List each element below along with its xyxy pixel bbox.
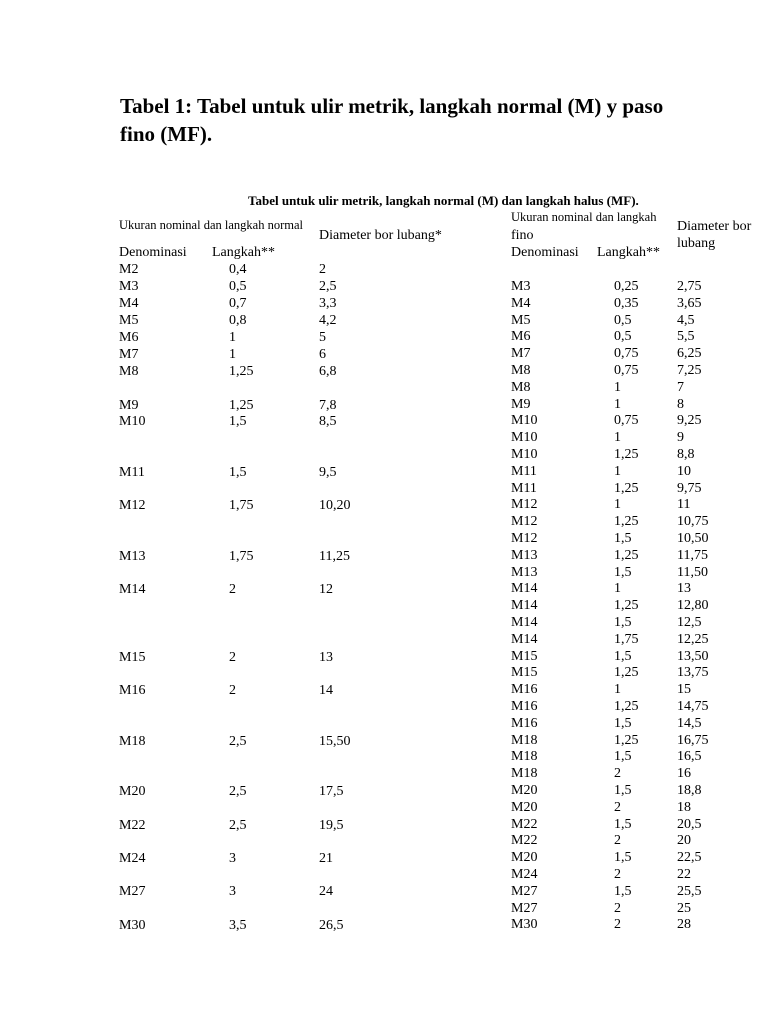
right-diameter-cell: 13,75: [677, 665, 709, 680]
right-denominasi-cell: M14: [511, 615, 538, 630]
page-title: Tabel 1: Tabel untuk ulir metrik, langkah normal (M) y paso fino (MF).: [120, 94, 664, 146]
right-diameter-cell: 25: [677, 901, 691, 916]
left-langkah-cell: 1,25: [229, 398, 254, 413]
right-diameter-cell: 20,5: [677, 817, 702, 832]
left-langkah-cell: 1,75: [229, 549, 254, 564]
right-langkah-cell: 1,25: [614, 665, 639, 680]
right-denominasi-cell: M18: [511, 749, 538, 764]
right-diameter-cell: 16,75: [677, 733, 709, 748]
left-langkah-cell: 2,5: [229, 818, 247, 833]
left-langkah-cell: 1: [229, 330, 236, 345]
right-group-header-line2: fino: [511, 228, 534, 243]
right-langkah-cell: 1,25: [614, 514, 639, 529]
left-langkah-cell: 2: [229, 650, 236, 665]
right-denominasi-cell: M12: [511, 514, 538, 529]
left-denominasi-cell: M6: [119, 330, 139, 345]
right-diameter-cell: 28: [677, 917, 691, 932]
right-diameter-cell: 10,75: [677, 514, 709, 529]
right-denominasi-cell: M30: [511, 917, 538, 932]
right-diameter-cell: 8: [677, 397, 684, 412]
right-langkah-cell: 1: [614, 682, 621, 697]
right-diameter-cell: 13: [677, 581, 691, 596]
right-denominasi-cell: M10: [511, 430, 538, 445]
left-denominasi-cell: M20: [119, 784, 146, 799]
right-diameter-cell: 18,8: [677, 783, 702, 798]
right-denominasi-cell: M22: [511, 833, 538, 848]
left-diameter-cell: 19,5: [319, 818, 344, 833]
right-denominasi-cell: M11: [511, 481, 537, 496]
right-col-diameter-header-line2: lubang: [677, 236, 716, 251]
left-denominasi-cell: M18: [119, 734, 146, 749]
right-diameter-cell: 16,5: [677, 749, 702, 764]
left-langkah-cell: 0,5: [229, 279, 247, 294]
table-title: Tabel untuk ulir metrik, langkah normal (M) dan langkah halus (MF).: [248, 193, 639, 208]
right-langkah-cell: 1,25: [614, 481, 639, 496]
left-denominasi-cell: M13: [119, 549, 146, 564]
right-denominasi-cell: M6: [511, 329, 531, 344]
left-diameter-cell: 17,5: [319, 784, 344, 799]
right-denominasi-cell: M14: [511, 598, 538, 613]
right-langkah-cell: 2: [614, 867, 621, 882]
left-col-denominasi-header: Denominasi: [119, 245, 187, 260]
left-diameter-cell: 4,2: [319, 313, 337, 328]
right-langkah-cell: 0,75: [614, 363, 639, 378]
right-langkah-cell: 1,25: [614, 447, 639, 462]
right-diameter-cell: 14,5: [677, 716, 702, 731]
right-langkah-cell: 0,5: [614, 329, 632, 344]
right-langkah-cell: 0,25: [614, 279, 639, 294]
right-diameter-cell: 7,25: [677, 363, 702, 378]
left-group-header: Ukuran nominal dan langkah normal: [119, 218, 303, 232]
right-langkah-cell: 1,5: [614, 716, 632, 731]
right-diameter-cell: 13,50: [677, 649, 709, 664]
left-langkah-cell: 1: [229, 347, 236, 362]
right-langkah-cell: 2: [614, 901, 621, 916]
left-denominasi-cell: M14: [119, 582, 146, 597]
left-diameter-cell: 2: [319, 262, 326, 277]
right-langkah-cell: 1,5: [614, 565, 632, 580]
right-diameter-cell: 9: [677, 430, 684, 445]
right-diameter-cell: 25,5: [677, 884, 702, 899]
right-denominasi-cell: M18: [511, 733, 538, 748]
right-denominasi-cell: M15: [511, 649, 538, 664]
right-diameter-cell: 9,25: [677, 413, 702, 428]
left-diameter-cell: 6,8: [319, 364, 337, 379]
right-denominasi-cell: M5: [511, 313, 531, 328]
right-langkah-cell: 1: [614, 430, 621, 445]
right-denominasi-cell: M9: [511, 397, 531, 412]
right-langkah-cell: 1,5: [614, 884, 632, 899]
right-diameter-cell: 2,75: [677, 279, 702, 294]
right-diameter-cell: 15: [677, 682, 691, 697]
right-diameter-cell: 11,50: [677, 565, 708, 580]
left-diameter-cell: 21: [319, 851, 333, 866]
left-denominasi-cell: M4: [119, 296, 139, 311]
left-diameter-cell: 5: [319, 330, 326, 345]
right-col-diameter-header-line1: Diameter bor: [677, 219, 752, 234]
left-denominasi-cell: M5: [119, 313, 139, 328]
right-langkah-cell: 0,35: [614, 296, 639, 311]
right-diameter-cell: 22,5: [677, 850, 702, 865]
right-langkah-cell: 1: [614, 581, 621, 596]
right-denominasi-cell: M24: [511, 867, 538, 882]
right-langkah-cell: 1,5: [614, 817, 632, 832]
right-denominasi-cell: M16: [511, 682, 538, 697]
left-langkah-cell: 1,75: [229, 498, 254, 513]
right-diameter-cell: 9,75: [677, 481, 702, 496]
left-denominasi-cell: M8: [119, 364, 139, 379]
right-langkah-cell: 1: [614, 464, 621, 479]
left-denominasi-cell: M11: [119, 465, 145, 480]
right-langkah-cell: 1: [614, 380, 621, 395]
right-denominasi-cell: M13: [511, 565, 538, 580]
right-denominasi-cell: M27: [511, 901, 538, 916]
right-langkah-cell: 1,5: [614, 749, 632, 764]
right-denominasi-cell: M16: [511, 716, 538, 731]
right-denominasi-cell: M27: [511, 884, 538, 899]
right-langkah-cell: 1,5: [614, 531, 632, 546]
left-denominasi-cell: M3: [119, 279, 139, 294]
left-diameter-cell: 10,20: [319, 498, 351, 513]
right-diameter-cell: 14,75: [677, 699, 709, 714]
left-denominasi-cell: M30: [119, 918, 146, 933]
right-langkah-cell: 1,75: [614, 632, 639, 647]
right-denominasi-cell: M16: [511, 699, 538, 714]
left-denominasi-cell: M22: [119, 818, 146, 833]
right-langkah-cell: 2: [614, 833, 621, 848]
left-langkah-cell: 0,8: [229, 313, 247, 328]
left-diameter-cell: 15,50: [319, 734, 351, 749]
left-diameter-cell: 7,8: [319, 398, 337, 413]
right-diameter-cell: 12,5: [677, 615, 702, 630]
left-langkah-cell: 2,5: [229, 784, 247, 799]
right-denominasi-cell: M14: [511, 632, 538, 647]
left-denominasi-cell: M12: [119, 498, 146, 513]
right-col-langkah-header: Langkah**: [597, 245, 660, 260]
right-denominasi-cell: M11: [511, 464, 537, 479]
right-diameter-cell: 11,75: [677, 548, 708, 563]
right-langkah-cell: 0,75: [614, 346, 639, 361]
right-langkah-cell: 1: [614, 397, 621, 412]
left-diameter-cell: 14: [319, 683, 333, 698]
left-diameter-cell: 6: [319, 347, 326, 362]
left-denominasi-cell: M16: [119, 683, 146, 698]
right-denominasi-cell: M8: [511, 380, 531, 395]
right-col-denominasi-header: Denominasi: [511, 245, 579, 260]
right-langkah-cell: 1,25: [614, 733, 639, 748]
right-langkah-cell: 1,25: [614, 598, 639, 613]
right-langkah-cell: 1,25: [614, 548, 639, 563]
right-denominasi-cell: M22: [511, 817, 538, 832]
right-denominasi-cell: M18: [511, 766, 538, 781]
right-diameter-cell: 10,50: [677, 531, 709, 546]
left-denominasi-cell: M2: [119, 262, 139, 277]
right-denominasi-cell: M10: [511, 447, 538, 462]
right-langkah-cell: 1,5: [614, 615, 632, 630]
right-diameter-cell: 12,80: [677, 598, 709, 613]
left-denominasi-cell: M7: [119, 347, 139, 362]
left-diameter-cell: 24: [319, 884, 333, 899]
right-denominasi-cell: M20: [511, 783, 538, 798]
right-langkah-cell: 2: [614, 766, 621, 781]
right-diameter-cell: 5,5: [677, 329, 695, 344]
right-denominasi-cell: M14: [511, 581, 538, 596]
left-diameter-cell: 12: [319, 582, 333, 597]
left-denominasi-cell: M27: [119, 884, 146, 899]
right-diameter-cell: 6,25: [677, 346, 702, 361]
left-denominasi-cell: M9: [119, 398, 139, 413]
left-langkah-cell: 3: [229, 851, 236, 866]
right-denominasi-cell: M8: [511, 363, 531, 378]
left-denominasi-cell: M10: [119, 414, 146, 429]
right-denominasi-cell: M3: [511, 279, 531, 294]
left-diameter-cell: 11,25: [319, 549, 350, 564]
left-langkah-cell: 1,5: [229, 414, 247, 429]
right-diameter-cell: 16: [677, 766, 691, 781]
right-langkah-cell: 1: [614, 497, 621, 512]
right-denominasi-cell: M13: [511, 548, 538, 563]
left-langkah-cell: 2: [229, 582, 236, 597]
right-denominasi-cell: M15: [511, 665, 538, 680]
right-langkah-cell: 0,75: [614, 413, 639, 428]
left-diameter-cell: 8,5: [319, 414, 337, 429]
left-langkah-cell: 0,7: [229, 296, 247, 311]
right-langkah-cell: 1,5: [614, 649, 632, 664]
right-langkah-cell: 1,25: [614, 699, 639, 714]
right-denominasi-cell: M7: [511, 346, 531, 361]
left-diameter-cell: 2,5: [319, 279, 337, 294]
left-denominasi-cell: M15: [119, 650, 146, 665]
right-group-header-line1: Ukuran nominal dan langkah: [511, 210, 657, 224]
left-langkah-cell: 2,5: [229, 734, 247, 749]
left-denominasi-cell: M24: [119, 851, 146, 866]
right-langkah-cell: 2: [614, 917, 621, 932]
left-langkah-cell: 3,5: [229, 918, 247, 933]
right-langkah-cell: 2: [614, 800, 621, 815]
right-langkah-cell: 1,5: [614, 783, 632, 798]
right-denominasi-cell: M10: [511, 413, 538, 428]
left-langkah-cell: 0,4: [229, 262, 247, 277]
right-denominasi-cell: M4: [511, 296, 531, 311]
left-langkah-cell: 1,5: [229, 465, 247, 480]
left-langkah-cell: 1,25: [229, 364, 254, 379]
right-diameter-cell: 11: [677, 497, 691, 512]
left-col-langkah-header: Langkah**: [212, 245, 275, 260]
right-langkah-cell: 1,5: [614, 850, 632, 865]
left-diameter-cell: 9,5: [319, 465, 337, 480]
right-diameter-cell: 4,5: [677, 313, 695, 328]
right-diameter-cell: 8,8: [677, 447, 695, 462]
right-diameter-cell: 10: [677, 464, 691, 479]
right-denominasi-cell: M20: [511, 850, 538, 865]
left-diameter-cell: 26,5: [319, 918, 344, 933]
right-diameter-cell: 20: [677, 833, 691, 848]
left-langkah-cell: 2: [229, 683, 236, 698]
left-col-diameter-header: Diameter bor lubang*: [319, 228, 442, 243]
right-diameter-cell: 7: [677, 380, 684, 395]
right-denominasi-cell: M12: [511, 531, 538, 546]
left-langkah-cell: 3: [229, 884, 236, 899]
right-diameter-cell: 12,25: [677, 632, 709, 647]
right-denominasi-cell: M20: [511, 800, 538, 815]
right-langkah-cell: 0,5: [614, 313, 632, 328]
right-denominasi-cell: M12: [511, 497, 538, 512]
left-diameter-cell: 13: [319, 650, 333, 665]
right-diameter-cell: 18: [677, 800, 691, 815]
right-diameter-cell: 22: [677, 867, 691, 882]
right-diameter-cell: 3,65: [677, 296, 702, 311]
left-diameter-cell: 3,3: [319, 296, 337, 311]
